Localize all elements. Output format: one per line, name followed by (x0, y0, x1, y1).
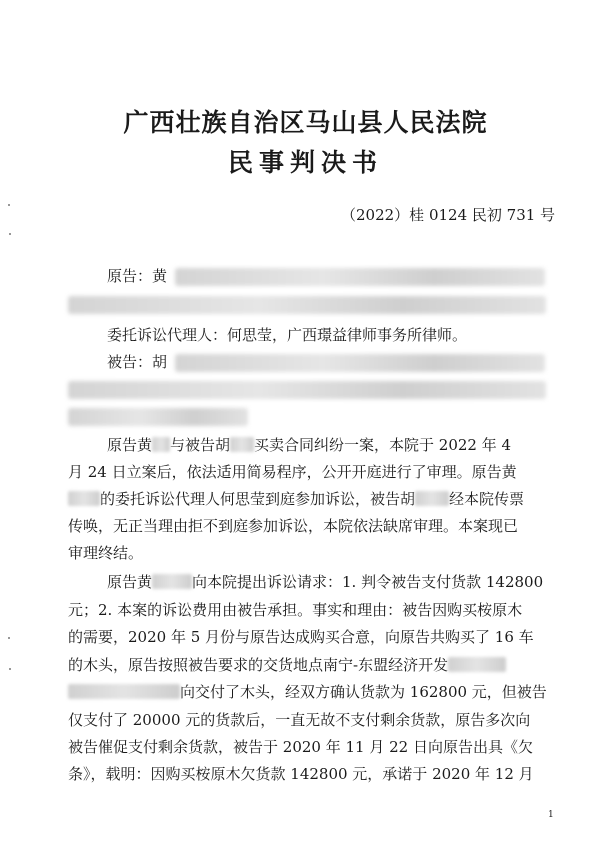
body-line (68, 489, 524, 509)
body-line: 被告催促支付剩余货款，被告于 2020 年 11 月 22 日向原告出具《欠 (68, 738, 533, 756)
body-line: 条》，载明：因购买桉原木欠货款 142800 元，承诺于 2020 年 12 月 (68, 765, 534, 783)
body-line: 的需要，2020 年 5 月份与原告达成购买合意，向原告共购买了 16 车 (68, 628, 534, 646)
text-run: 原告黄 (107, 436, 153, 454)
text-run: 向本院提出诉讼请求：1. 判令被告支付货款 142800 (192, 573, 544, 591)
document-title: 民事判决书 (227, 148, 383, 177)
redacted-defendant-info-3 (68, 408, 248, 426)
text-run: 经本院传票 (449, 490, 525, 508)
body-line: 月 24 日立案后，依法适用简易程序，公开开庭进行了审理。原告黄 (68, 463, 517, 481)
text-run: 与被告胡 (170, 436, 231, 454)
body-line (107, 572, 543, 592)
case-number: （2022）桂 0124 民初 731 号 (341, 206, 556, 224)
redacted-defendant-info (175, 354, 545, 372)
text-run: 的委托诉讼代理人何思莹到庭参加诉讼，被告胡 (100, 490, 416, 508)
body-line: 元；2. 本案的诉讼费用由被告承担。事实和理由：被告因购买桉原木 (68, 601, 523, 619)
body-line: 仅支付了 20000 元的货款后，一直无故不支付剩余货款，原告多次向 (68, 711, 531, 729)
agent-line: 委托诉讼代理人：何思莹，广西璟益律师事务所律师。 (107, 326, 468, 344)
scan-speck (9, 668, 11, 670)
text-run: 买卖合同纠纷一案，本院于 2022 年 4 (254, 436, 512, 454)
redaction-mark (68, 684, 180, 699)
redaction-mark (230, 437, 254, 452)
body-line: 审理终结。 (68, 544, 144, 562)
defendant-label: 被告：胡 (107, 353, 168, 371)
text-run: 原告黄 (107, 573, 153, 591)
court-name: 广西壮族自治区马山县人民法院 (123, 108, 488, 137)
scan-speck (8, 637, 10, 639)
redacted-defendant-info-2 (68, 381, 546, 399)
body-line (68, 682, 547, 702)
scan-speck (8, 204, 10, 206)
redacted-plaintiff-info (175, 268, 545, 286)
redaction-mark (448, 657, 506, 672)
redacted-plaintiff-info-2 (68, 296, 546, 314)
body-line (107, 435, 511, 455)
plaintiff-label: 原告：黄 (107, 267, 168, 285)
scan-speck (9, 233, 11, 235)
text-run: 向交付了木头，经双方确认货款为 162800 元，但被告 (180, 683, 547, 701)
redaction-mark (415, 491, 449, 506)
redaction-mark (68, 491, 100, 506)
redaction-mark (152, 437, 170, 452)
body-line (68, 655, 506, 675)
redaction-mark (152, 574, 192, 589)
body-line: 传唤，无正当理由拒不到庭参加诉讼，本院依法缺席审理。本案现已 (68, 517, 519, 535)
page-number: 1 (548, 810, 554, 820)
text-run: 的木头，原告按照被告要求的交货地点南宁-东盟经济开发 (68, 656, 449, 674)
